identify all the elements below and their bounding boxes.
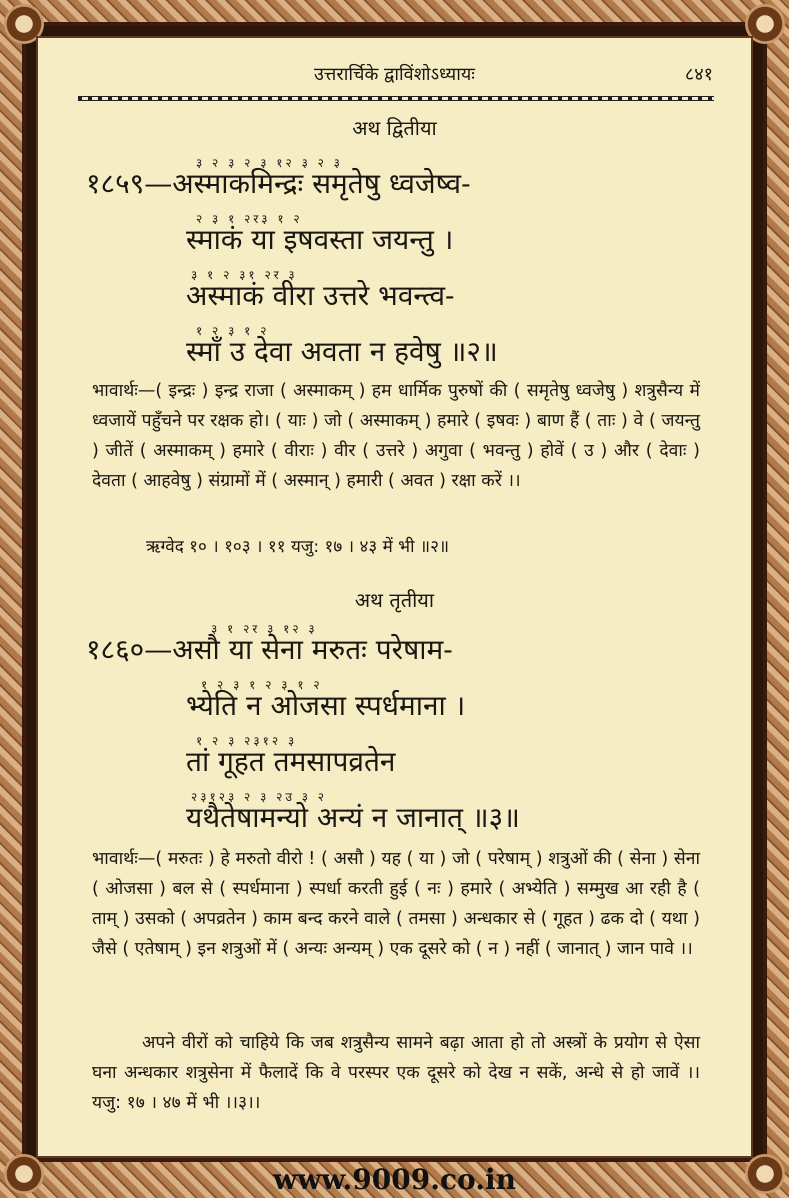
accent-marks: ३ १ २ ३१ २र ३ (191, 268, 298, 282)
mantra-line: स्माँ उ देवा अवता न हवेषु ॥२॥ (186, 335, 498, 368)
accent-marks: १ २ ३ १ २ (196, 324, 270, 338)
mantra-line: अस्माकं वीरा उत्तरे भवन्त्व- (186, 279, 455, 312)
accent-marks: १ २ ३ २३१२ ३ (196, 734, 298, 748)
mantra-line: १८५९—अस्माकमिन्द्रः समृतेषु ध्वजेष्व- (86, 167, 471, 200)
accent-marks: १ २ ३ १ २ ३ १ २ (201, 678, 323, 692)
section-heading: अथ तृतीया (354, 588, 435, 612)
note-paragraph: अपने वीरों को चाहिये कि जब शत्रुसैन्य सामने बढ़ा आता हो तो अस्त्रों के प्रयोग से ऐसा घना अन्धकार शत्रुसेना में फैलादें कि वे परस्पर एक दूसरे को देख न सकें, अन्धे से हो जावें ।। यजु: १७ । ४७ में भी ।।३।। (92, 1033, 700, 1113)
decorative-rule (78, 96, 714, 101)
section-heading: अथ द्वितीया (352, 116, 437, 140)
accent-marks: ३ १ २र ३ १२ ३ (211, 622, 318, 636)
accent-marks: २३१२३ २ ३ २उ ३ २ (191, 790, 328, 804)
book-page (36, 36, 753, 1158)
mantra-line: १८६०—असौ या सेना मरुतः परेषाम- (86, 633, 453, 666)
mantra-line: यथैतेषामन्यो अन्यं न जानात् ॥३॥ (186, 801, 520, 834)
accent-marks: ३ २ ३ २ ३ १२ ३ २ ३ (196, 156, 343, 170)
meaning-paragraph: भावार्थः—( मरुतः ) हे मरुतो वीरो ! ( असौ ) यह ( या ) जो ( परेषाम् ) शत्रुओं की ( सेना ) सेना ( ओजसा ) बल से ( स्पर्धमाना ) स्पर्धा करती हुई ( नः ) हमारे ( अभ्येति ) सम्मुख आ रही है ( ताम् ) उसको ( अपव्रतेन ) काम बन्द करने वाले ( तमसा ) अन्धकार से ( गूहत ) ढक दो ( यथा ) जैसे ( एतेषाम् ) इन शत्रुओं में ( अन्यः अन्यम् ) एक दूसरे को ( न ) नहीं ( जानात् ) जान पावे ।। (92, 849, 700, 959)
website-footer: www.9009.co.in (273, 1163, 516, 1196)
reference-text: ऋग्वेद १० । १०३ । ११ यजु: १७ । ४३ में भी ॥२॥ (146, 537, 450, 557)
meaning-paragraph: भावार्थः—( इन्द्रः ) इन्द्र राजा ( अस्माकम् ) हम धार्मिक पुरुषों की ( समृतेषु ध्वजेषु ) शत्रुसैन्य में ध्वजायें पहुँचने पर रक्षक हो। ( याः ) जो ( अस्माकम् ) हमारे ( इषवः ) बाण हैं ( ताः ) वे ( जयन्तु ) जीतें ( अस्माकम् ) हमारे ( वीराः ) वीर ( उत्तरे ) अगुवा ( भवन्तु ) होवें ( उ ) और ( देवाः ) देवता ( आहवेषु ) संग्रामों में ( अस्मान् ) हमारी ( अवत ) रक्षा करें ।। (92, 381, 700, 491)
mantra-line: तां गूहत तमसापव्रतेन (186, 745, 396, 778)
mantra-line: भ्येति न ओजसा स्पर्धमाना । (186, 689, 466, 722)
running-title: उत्तरार्चिके द्वाविंशोऽध्यायः (314, 64, 475, 85)
accent-marks: २ ३ १ २र३ १ २ (196, 212, 303, 226)
mantra-line: स्माकं या इषवस्ता जयन्तु । (186, 223, 454, 256)
page-number: ८४१ (684, 64, 713, 85)
